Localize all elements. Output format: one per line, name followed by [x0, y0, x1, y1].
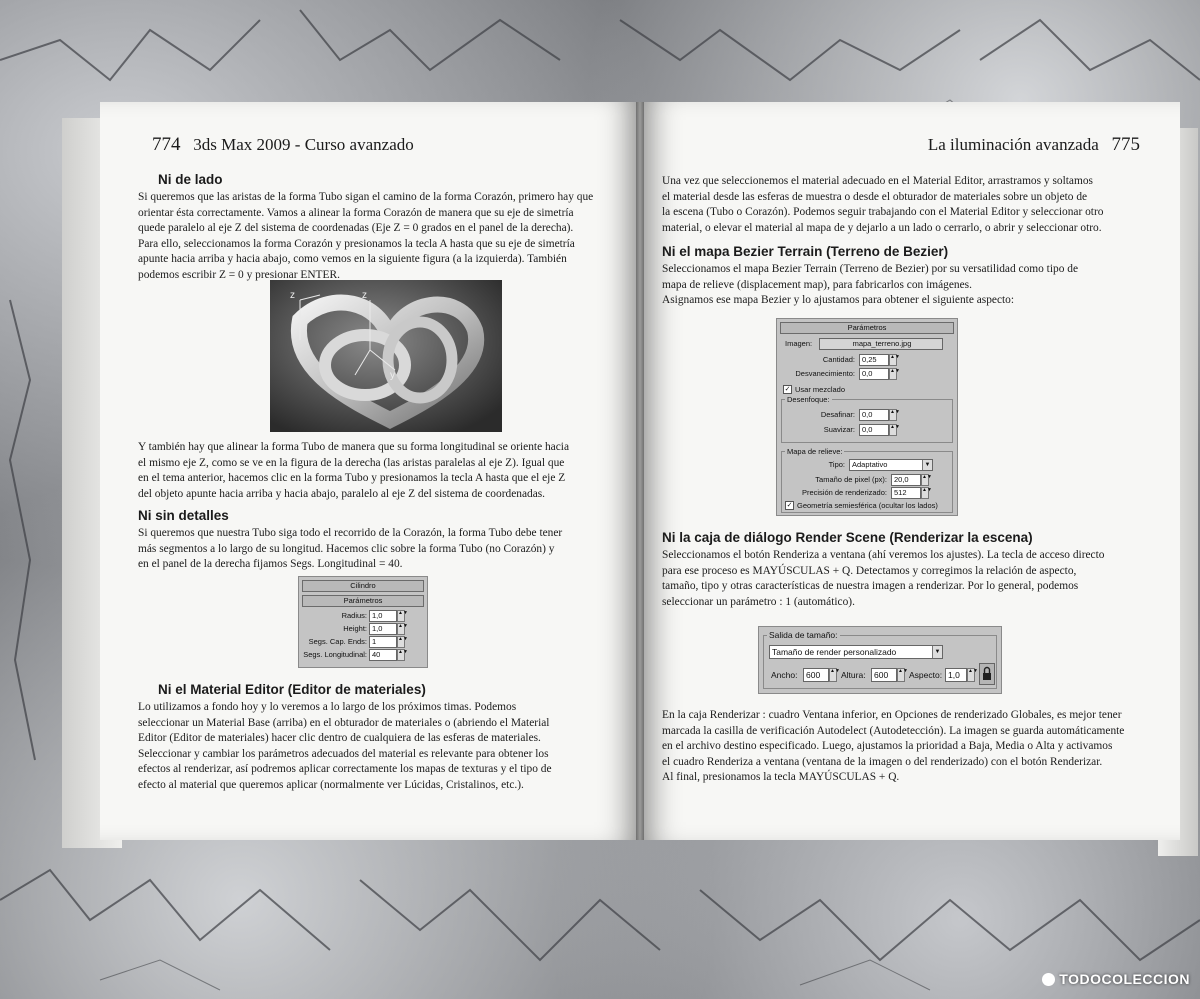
usar-mezclado-label: Usar mezclado [795, 385, 846, 394]
tipo-dropdown[interactable] [849, 459, 933, 471]
left-running-header [152, 134, 414, 156]
desvanecimiento-spinner-arrows[interactable]: ▲▼ [889, 368, 897, 380]
lock-icon[interactable] [979, 663, 995, 685]
aspecto-spinner[interactable]: 1,0 [945, 668, 967, 682]
desenfoque-group [781, 399, 953, 443]
geometria-checkbox[interactable]: ✓ [786, 502, 793, 509]
chevron-down-icon[interactable]: ▼ [932, 646, 942, 658]
text-line: la escena (Tubo o Corazón). Podemos seguir trabajando con el Material Editor y seleccionar otro [662, 206, 1104, 218]
right-running-head: La iluminación avanzada [927, 135, 1099, 154]
cap-ends-spinner[interactable]: 1 [369, 636, 397, 648]
paragraph-alinear-tubo [138, 440, 618, 502]
cantidad-spinner[interactable]: 0,25 [859, 354, 889, 366]
text-line: marcada la casilla de verificación Autodelect (Autodetección). La imagen se guarda automáticamente [662, 724, 1125, 737]
text-line: Al final, presionamos la tecla MAYÚSCULAS + Q. [662, 771, 900, 783]
text-line: orientar ésta correctamente. Vamos a alinear la forma Corazón de manera que su eje de simetría [138, 206, 574, 219]
text-line: Para ello, seleccionamos la forma Corazón y presionamos la tecla A hasta que su eje de simetría [138, 237, 575, 250]
altura-spinner-arrows[interactable]: ▲▼ [897, 668, 905, 682]
text-line: seleccionar un Material Base (arriba) en el obturador de materiales o (abriendo el Material [138, 716, 550, 729]
output-size-panel [758, 626, 1002, 694]
ancho-spinner[interactable]: 600 [803, 668, 829, 682]
left-page [100, 102, 640, 840]
text-line: tamaño, tipo y otras características de nuestra imagen a renderizar. Por lo general, podemos [662, 580, 1079, 592]
cap-ends-label: Segs. Cap. Ends: [308, 637, 367, 646]
usar-mezclado-checkbox[interactable]: ✓ [784, 386, 791, 393]
desvanecimiento-spinner[interactable]: 0,0 [859, 368, 889, 380]
suavizar-spinner-arrows[interactable]: ▲▼ [889, 424, 897, 436]
image-label: Imagen: [785, 339, 813, 348]
watermark-text: TODOCOLECCION [1059, 971, 1190, 987]
text-line: en el tema anterior, hacemos clic en la forma Tubo y presionamos la tecla A hasta que el eje Z [138, 472, 566, 484]
precision-spinner-arrows[interactable]: ▲▼ [921, 487, 929, 499]
image-file-button[interactable]: mapa_terreno.jpg [819, 338, 943, 350]
render-size-preset-value: Tamaño de render personalizado [772, 647, 897, 657]
text-line: seleccionar un parámetro : 1 (automático). [662, 595, 855, 608]
output-size-group-label: Salida de tamaño: [769, 630, 838, 640]
ancho-label: Ancho: [771, 670, 798, 680]
svg-text:z: z [290, 290, 295, 301]
text-line: más segmentos a lo largo de su longitud. Hacemos clic sobre la forma Tubo (no Corazón) y [138, 542, 555, 555]
text-line: material, o elevar el material al mapa de y dejarlo a un lado o cerrarlo, o abrir y seleccionar otro. [662, 221, 1102, 234]
text-line: Editor (Editor de materiales) hacer clic dentro de cualquiera de las esferas de materiales. [138, 732, 541, 744]
precision-spinner[interactable]: 512 [891, 487, 921, 499]
text-line: En la caja Renderizar : cuadro Ventana inferior, en Opciones de renderizado Globales, es mejor tener [662, 709, 1122, 721]
text-line: del objeto apunte hacia arriba y hacia abajo, paralelo al eje Z del sistema de coordenadas. [138, 487, 546, 500]
cylinder-parameters-panel [298, 576, 428, 668]
render-size-preset-dropdown[interactable] [769, 645, 943, 659]
suavizar-spinner[interactable]: 0,0 [859, 424, 889, 436]
text-line: Seleccionamos el mapa Bezier Terrain (Terreno de Bezier) por su versatilidad como tipo de [662, 263, 1079, 275]
cantidad-spinner-arrows[interactable]: ▲▼ [889, 354, 897, 366]
segs-longitudinal-spinner[interactable]: 40 [369, 649, 397, 661]
watermark-logo-icon [1042, 973, 1055, 986]
heading-bezier-terrain: Ni el mapa Bezier Terrain (Terreno de Bezier) [662, 244, 949, 259]
paragraph-material-editor [138, 700, 618, 793]
geometria-label: Geometría semiesférica (ocultar los lados) [797, 501, 938, 510]
desafinar-spinner[interactable]: 0,0 [859, 409, 889, 421]
suavizar-label: Suavizar: [823, 425, 855, 434]
paragraph-bezier-terrain [662, 262, 1142, 309]
text-line: efectos al renderizar, así podremos aplicar correctamente los mapas de texturas y el tipo de [138, 763, 552, 775]
bezier-parameters-panel [776, 318, 958, 516]
text-line: en el panel de la derecha fijamos Segs. Longitudinal = 40. [138, 558, 403, 570]
desvanecimiento-label: Desvanecimiento: [795, 369, 855, 378]
height-spinner[interactable]: 1,0 [369, 623, 397, 635]
right-page [640, 102, 1180, 840]
height-spinner-arrows[interactable]: ▲▼ [397, 623, 405, 635]
mapa-relieve-group-label: Mapa de relieve: [787, 447, 843, 456]
tipo-label: Tipo: [828, 460, 845, 469]
text-line: el cuadro Renderiza a ventana (ventana de la imagen o del renderizado) con el botón Renderizar. [662, 755, 1103, 768]
tamano-pixel-label: Tamaño de pixel (px): [815, 475, 887, 484]
segs-longitudinal-label: Segs. Longitudinal: [303, 650, 367, 659]
chevron-down-icon[interactable]: ▼ [922, 460, 932, 470]
text-line: en el archivo destino especificado. Luego, ajustamos la prioridad a Baja, Media o Alta y activamos [662, 740, 1113, 752]
text-line: Si queremos que las aristas de la forma Tubo sigan el camino de la forma Corazón, primero hay que [138, 191, 594, 203]
altura-label: Altura: [841, 670, 866, 680]
book-spine [636, 102, 644, 840]
desafinar-spinner-arrows[interactable]: ▲▼ [889, 409, 897, 421]
cantidad-label: Cantidad: [822, 355, 855, 364]
text-line: el mismo eje Z, como se ve en la figura de la derecha (las aristas paralelas al eje Z). Igual que [138, 456, 565, 469]
text-line: Si queremos que nuestra Tubo siga todo el recorrido de la Corazón, la forma Tubo debe tener [138, 527, 563, 539]
watermark [1042, 971, 1190, 987]
height-label: Height: [343, 624, 367, 633]
text-line: Lo utilizamos a fondo hoy y lo veremos a lo largo de los próximos timas. Podemos [138, 701, 517, 713]
cylinder-rollout-bar[interactable]: Parámetros [302, 595, 424, 607]
radius-label: Radius: [341, 611, 367, 620]
segs-longitudinal-spinner-arrows[interactable]: ▲▼ [397, 649, 405, 661]
ancho-spinner-arrows[interactable]: ▲▼ [829, 668, 837, 682]
desafinar-label: Desafinar: [820, 410, 855, 419]
tamano-pixel-spinner[interactable]: 20,0 [891, 474, 921, 486]
text-line: Asignamos ese mapa Bezier y lo ajustamos para obtener el siguiente aspecto: [662, 294, 1015, 306]
tamano-pixel-spinner-arrows[interactable]: ▲▼ [921, 474, 929, 486]
text-line: para ese proceso es MAYÚSCULAS + Q. Detectamos y corregimos la relación de aspecto, [662, 564, 1077, 577]
aspecto-spinner-arrows[interactable]: ▲▼ [967, 668, 975, 682]
paragraph-render-scene [662, 548, 1142, 610]
radius-spinner[interactable]: 1,0 [369, 610, 397, 622]
text-line: efecto al material que queremos aplicar (normalmente ver Lúcidas, Cristalinos, etc.). [138, 778, 524, 791]
altura-spinner[interactable]: 600 [871, 668, 897, 682]
left-page-number: 774 [152, 134, 181, 155]
svg-text:y: y [390, 370, 395, 381]
text-line: podemos escribir Z = 0 y presionar ENTER. [138, 268, 340, 281]
text-line: mapa de relieve (displacement map), para fabricarlos con imágenes. [662, 278, 972, 291]
precision-label: Precisión de renderizado: [801, 488, 887, 497]
cap-ends-spinner-arrows[interactable]: ▲▼ [397, 636, 405, 648]
radius-spinner-arrows[interactable]: ▲▼ [397, 610, 405, 622]
text-line: Y también hay que alinear la forma Tubo de manera que su forma longitudinal se oriente hacia [138, 441, 570, 453]
parameters-rollout-bar[interactable]: Parámetros [780, 322, 954, 334]
text-line: apunte hacia arriba y hacia abajo, como vemos en la siguiente figura (a la izquierda). También [138, 253, 567, 265]
heart-tube-render-image [270, 280, 502, 432]
paragraph-intro-material [662, 174, 1142, 236]
text-line: Seleccionar y cambiar los parámetros adecuados del material es relevante para obtener los [138, 747, 549, 760]
right-running-header [928, 134, 1140, 156]
cylinder-title-bar[interactable]: Cilindro [302, 580, 424, 592]
heading-ni-sin-detalles: Ni sin detalles [138, 508, 229, 523]
heading-render-scene: Ni la caja de diálogo Render Scene (Renderizar la escena) [662, 530, 1033, 545]
paragraph-ni-de-lado [138, 190, 618, 283]
tipo-dropdown-value: Adaptativo [852, 460, 888, 469]
text-line: quede paralelo al eje Z del sistema de coordenadas (Eje Z = 0 grados en el panel de la derecha). [138, 222, 574, 234]
paragraph-ni-sin-detalles [138, 526, 618, 573]
heading-ni-de-lado: Ni de lado [158, 172, 223, 187]
open-book [40, 98, 1170, 858]
right-page-number: 775 [1111, 134, 1140, 155]
paragraph-render-window [662, 708, 1142, 786]
desenfoque-group-label: Desenfoque: [787, 395, 830, 404]
text-line: Seleccionamos el botón Renderiza a ventana (ahí veremos los ajustes). La tecla de acceso directo [662, 549, 1105, 561]
text-line: el material desde las esferas de muestra o desde el obturador de materiales sobre un objeto de [662, 190, 1088, 203]
text-line: Una vez que seleccionemos el material adecuado en el Material Editor, arrastramos y soltamos [662, 175, 1093, 187]
aspecto-label: Aspecto: [909, 670, 943, 680]
svg-text:z: z [362, 290, 367, 301]
heading-material-editor: Ni el Material Editor (Editor de materiales) [158, 682, 426, 697]
left-running-head: 3ds Max 2009 - Curso avanzado [193, 135, 414, 154]
